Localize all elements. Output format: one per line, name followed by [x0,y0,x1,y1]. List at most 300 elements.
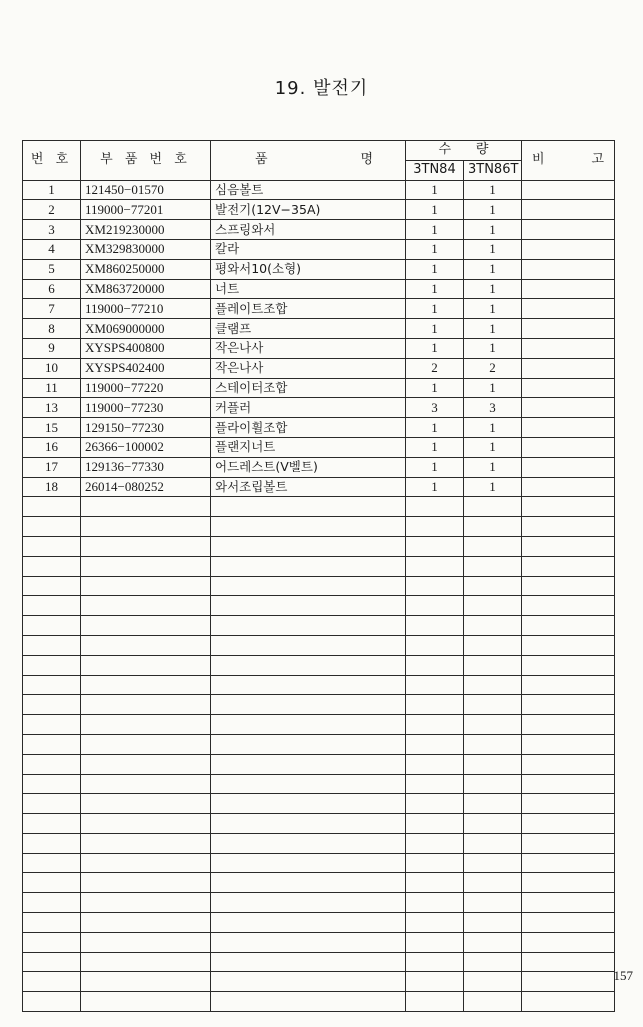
empty-table-row [23,853,615,873]
cell-name: 어드레스트(V벨트) [211,457,406,477]
empty-table-row [23,556,615,576]
cell-remarks [522,774,615,794]
cell-part-no: 119000−77230 [81,398,211,418]
cell-remarks [522,220,615,240]
cell-qty-3tn84 [406,497,464,517]
cell-name: 심음볼트 [211,180,406,200]
cell-no [23,734,81,754]
cell-qty-3tn86t: 1 [464,220,522,240]
empty-table-row [23,952,615,972]
cell-qty-3tn86t: 1 [464,259,522,279]
cell-part-no [81,715,211,735]
cell-name [211,992,406,1012]
cell-part-no [81,794,211,814]
cell-qty-3tn84 [406,814,464,834]
header-part-no: 부 품 번 호 [81,141,211,181]
header-qty-3tn86t: 3TN86T [464,160,522,180]
cell-part-no [81,992,211,1012]
empty-table-row [23,794,615,814]
cell-qty-3tn84: 1 [406,338,464,358]
cell-no: 17 [23,457,81,477]
cell-no [23,833,81,853]
cell-no: 5 [23,259,81,279]
cell-qty-3tn86t: 1 [464,418,522,438]
cell-part-no [81,497,211,517]
cell-name: 스프링와서 [211,220,406,240]
header-name-left: 품 [255,152,268,168]
cell-qty-3tn86t [464,536,522,556]
cell-qty-3tn86t: 1 [464,319,522,339]
cell-qty-3tn84: 1 [406,259,464,279]
cell-no [23,774,81,794]
cell-qty-3tn84: 1 [406,418,464,438]
empty-table-row [23,536,615,556]
cell-name: 플레이트조합 [211,299,406,319]
cell-name [211,536,406,556]
cell-remarks [522,655,615,675]
cell-qty-3tn84 [406,517,464,537]
empty-table-row [23,655,615,675]
cell-qty-3tn86t [464,913,522,933]
table-row [23,259,615,279]
parts-table-body [23,180,615,1011]
header-qty: 수 량 [406,141,522,161]
cell-remarks [522,200,615,220]
cell-qty-3tn86t: 1 [464,239,522,259]
cell-part-no: 119000−77201 [81,200,211,220]
cell-name: 작은나사 [211,358,406,378]
cell-name [211,794,406,814]
cell-no [23,576,81,596]
cell-no: 3 [23,220,81,240]
cell-remarks [522,794,615,814]
cell-no: 2 [23,200,81,220]
cell-remarks [522,497,615,517]
cell-part-no [81,774,211,794]
cell-qty-3tn86t: 1 [464,457,522,477]
cell-name [211,873,406,893]
cell-no: 8 [23,319,81,339]
cell-part-no: 119000−77220 [81,378,211,398]
cell-no: 6 [23,279,81,299]
cell-qty-3tn86t [464,754,522,774]
cell-qty-3tn84: 1 [406,279,464,299]
empty-table-row [23,695,615,715]
cell-name [211,556,406,576]
table-row [23,437,615,457]
table-row [23,200,615,220]
empty-table-row [23,734,615,754]
cell-qty-3tn84: 1 [406,299,464,319]
parts-table [22,140,615,1012]
cell-no [23,853,81,873]
table-row [23,358,615,378]
cell-qty-3tn84 [406,616,464,636]
empty-table-row [23,517,615,537]
cell-qty-3tn86t [464,497,522,517]
table-row [23,398,615,418]
cell-remarks [522,992,615,1012]
cell-remarks [522,715,615,735]
cell-qty-3tn86t [464,675,522,695]
empty-table-row [23,715,615,735]
cell-no [23,754,81,774]
cell-qty-3tn86t: 1 [464,477,522,497]
cell-remarks [522,952,615,972]
cell-qty-3tn86t [464,715,522,735]
cell-part-no: 26014−080252 [81,477,211,497]
page-number: 157 [613,968,633,983]
cell-qty-3tn86t: 2 [464,358,522,378]
cell-name: 평와서10(소형) [211,259,406,279]
cell-remarks [522,180,615,200]
cell-name [211,754,406,774]
cell-qty-3tn86t: 1 [464,180,522,200]
cell-name: 플랜지너트 [211,437,406,457]
cell-name: 커플러 [211,398,406,418]
cell-name [211,932,406,952]
cell-qty-3tn84 [406,873,464,893]
cell-remarks [522,259,615,279]
cell-qty-3tn86t [464,635,522,655]
header-no: 번 호 [23,141,81,181]
cell-remarks [522,695,615,715]
cell-part-no [81,814,211,834]
cell-part-no: XYSPS400800 [81,338,211,358]
cell-qty-3tn86t: 1 [464,299,522,319]
cell-name [211,655,406,675]
cell-no [23,596,81,616]
cell-qty-3tn86t [464,517,522,537]
cell-part-no: 26366−100002 [81,437,211,457]
cell-no [23,635,81,655]
cell-qty-3tn84 [406,536,464,556]
cell-part-no: 129150−77230 [81,418,211,438]
cell-name: 칼라 [211,239,406,259]
cell-no [23,556,81,576]
cell-name: 스테이터조합 [211,378,406,398]
table-row [23,220,615,240]
cell-remarks [522,398,615,418]
cell-qty-3tn86t [464,576,522,596]
cell-no: 9 [23,338,81,358]
cell-part-no: XYSPS402400 [81,358,211,378]
empty-table-row [23,992,615,1012]
cell-qty-3tn84 [406,774,464,794]
cell-remarks [522,616,615,636]
cell-name [211,695,406,715]
cell-qty-3tn86t [464,932,522,952]
cell-name [211,734,406,754]
empty-table-row [23,497,615,517]
cell-name: 클램프 [211,319,406,339]
empty-table-row [23,913,615,933]
cell-remarks [522,873,615,893]
cell-remarks [522,279,615,299]
cell-part-no [81,635,211,655]
cell-qty-3tn84 [406,695,464,715]
cell-name [211,596,406,616]
cell-name [211,517,406,537]
header-remarks-right: 고 [591,152,605,168]
cell-qty-3tn84: 1 [406,378,464,398]
cell-qty-3tn86t [464,556,522,576]
cell-qty-3tn86t: 3 [464,398,522,418]
cell-qty-3tn84 [406,913,464,933]
cell-part-no [81,675,211,695]
cell-qty-3tn84 [406,596,464,616]
cell-part-no [81,734,211,754]
cell-no [23,873,81,893]
table-row [23,378,615,398]
cell-no [23,655,81,675]
cell-qty-3tn84 [406,576,464,596]
cell-remarks [522,517,615,537]
cell-name: 플라이휠조합 [211,418,406,438]
cell-qty-3tn86t [464,814,522,834]
cell-remarks [522,299,615,319]
cell-qty-3tn84 [406,715,464,735]
cell-qty-3tn86t [464,873,522,893]
cell-remarks [522,893,615,913]
cell-part-no [81,616,211,636]
cell-part-no: XM863720000 [81,279,211,299]
empty-table-row [23,675,615,695]
cell-no: 18 [23,477,81,497]
cell-name [211,833,406,853]
cell-part-no [81,972,211,992]
cell-qty-3tn84: 1 [406,220,464,240]
cell-qty-3tn84: 1 [406,477,464,497]
cell-no [23,497,81,517]
cell-qty-3tn84 [406,952,464,972]
cell-name: 너트 [211,279,406,299]
cell-qty-3tn84 [406,754,464,774]
cell-qty-3tn84 [406,853,464,873]
cell-remarks [522,556,615,576]
cell-qty-3tn84 [406,794,464,814]
cell-no [23,992,81,1012]
cell-no: 13 [23,398,81,418]
cell-qty-3tn84 [406,893,464,913]
header-name [211,141,406,181]
cell-remarks [522,635,615,655]
cell-no [23,675,81,695]
cell-no [23,814,81,834]
cell-no [23,616,81,636]
cell-qty-3tn86t [464,794,522,814]
cell-remarks [522,239,615,259]
table-row [23,180,615,200]
cell-part-no [81,952,211,972]
cell-qty-3tn86t [464,992,522,1012]
cell-qty-3tn86t [464,734,522,754]
cell-qty-3tn86t: 1 [464,338,522,358]
cell-name [211,952,406,972]
table-row [23,319,615,339]
cell-part-no [81,833,211,853]
cell-no [23,695,81,715]
cell-remarks [522,437,615,457]
cell-qty-3tn84 [406,992,464,1012]
cell-part-no [81,932,211,952]
cell-remarks [522,596,615,616]
empty-table-row [23,893,615,913]
empty-table-row [23,576,615,596]
cell-qty-3tn84: 1 [406,200,464,220]
cell-part-no [81,754,211,774]
cell-qty-3tn86t [464,596,522,616]
cell-part-no [81,536,211,556]
empty-table-row [23,616,615,636]
header-remarks-left: 비 [532,152,545,168]
cell-no: 16 [23,437,81,457]
cell-remarks [522,338,615,358]
cell-qty-3tn84 [406,655,464,675]
cell-no [23,715,81,735]
cell-qty-3tn84 [406,734,464,754]
table-row [23,299,615,319]
cell-name [211,814,406,834]
empty-table-row [23,833,615,853]
cell-part-no: XM329830000 [81,239,211,259]
cell-no: 4 [23,239,81,259]
cell-qty-3tn84: 2 [406,358,464,378]
empty-table-row [23,754,615,774]
empty-table-row [23,814,615,834]
cell-part-no [81,655,211,675]
cell-no [23,536,81,556]
cell-qty-3tn84 [406,932,464,952]
empty-table-row [23,635,615,655]
cell-qty-3tn84: 1 [406,457,464,477]
cell-remarks [522,536,615,556]
cell-qty-3tn84: 1 [406,437,464,457]
cell-no [23,972,81,992]
cell-part-no [81,596,211,616]
empty-table-row [23,972,615,992]
cell-part-no [81,695,211,715]
cell-no [23,893,81,913]
cell-part-no [81,556,211,576]
cell-remarks [522,319,615,339]
cell-qty-3tn86t [464,695,522,715]
cell-remarks [522,418,615,438]
table-row [23,477,615,497]
cell-part-no [81,893,211,913]
cell-name: 와서조립볼트 [211,477,406,497]
cell-remarks [522,378,615,398]
table-row [23,239,615,259]
cell-no [23,517,81,537]
cell-part-no: XM219230000 [81,220,211,240]
cell-name [211,576,406,596]
cell-qty-3tn86t [464,774,522,794]
cell-qty-3tn84 [406,556,464,576]
cell-remarks [522,576,615,596]
cell-remarks [522,814,615,834]
cell-remarks [522,853,615,873]
table-row [23,418,615,438]
table-row [23,338,615,358]
cell-qty-3tn86t [464,972,522,992]
cell-no: 11 [23,378,81,398]
cell-name: 발전기(12V−35A) [211,200,406,220]
cell-no [23,794,81,814]
cell-qty-3tn86t: 1 [464,437,522,457]
cell-name: 작은나사 [211,338,406,358]
cell-remarks [522,932,615,952]
cell-remarks [522,477,615,497]
cell-qty-3tn86t: 1 [464,378,522,398]
empty-table-row [23,873,615,893]
cell-qty-3tn86t: 1 [464,200,522,220]
cell-no [23,952,81,972]
cell-part-no [81,576,211,596]
cell-qty-3tn84: 3 [406,398,464,418]
cell-qty-3tn86t: 1 [464,279,522,299]
cell-qty-3tn86t [464,893,522,913]
cell-no: 7 [23,299,81,319]
cell-no [23,913,81,933]
cell-part-no: 129136−77330 [81,457,211,477]
cell-qty-3tn86t [464,833,522,853]
cell-qty-3tn84 [406,972,464,992]
cell-qty-3tn84 [406,833,464,853]
cell-qty-3tn84 [406,635,464,655]
cell-part-no: XM860250000 [81,259,211,279]
page-title: 19. 발전기 [274,78,369,99]
cell-name [211,675,406,695]
cell-part-no [81,517,211,537]
cell-qty-3tn86t [464,853,522,873]
cell-remarks [522,358,615,378]
cell-no: 10 [23,358,81,378]
cell-remarks [522,913,615,933]
cell-part-no [81,873,211,893]
empty-table-row [23,774,615,794]
cell-qty-3tn84: 1 [406,180,464,200]
cell-remarks [522,675,615,695]
cell-no [23,932,81,952]
cell-name [211,853,406,873]
cell-part-no [81,913,211,933]
cell-part-no: 119000−77210 [81,299,211,319]
cell-name [211,893,406,913]
cell-name [211,715,406,735]
cell-part-no: XM069000000 [81,319,211,339]
cell-remarks [522,457,615,477]
cell-name [211,497,406,517]
cell-qty-3tn86t [464,952,522,972]
cell-qty-3tn86t [464,655,522,675]
cell-qty-3tn84: 1 [406,319,464,339]
cell-qty-3tn84 [406,675,464,695]
cell-remarks [522,734,615,754]
cell-name [211,616,406,636]
cell-remarks [522,833,615,853]
empty-table-row [23,932,615,952]
cell-name [211,774,406,794]
header-qty-3tn84: 3TN84 [406,160,464,180]
cell-name [211,635,406,655]
header-name-right: 명 [360,152,373,168]
table-row [23,279,615,299]
cell-name [211,972,406,992]
cell-no: 1 [23,180,81,200]
cell-name [211,913,406,933]
cell-part-no [81,853,211,873]
